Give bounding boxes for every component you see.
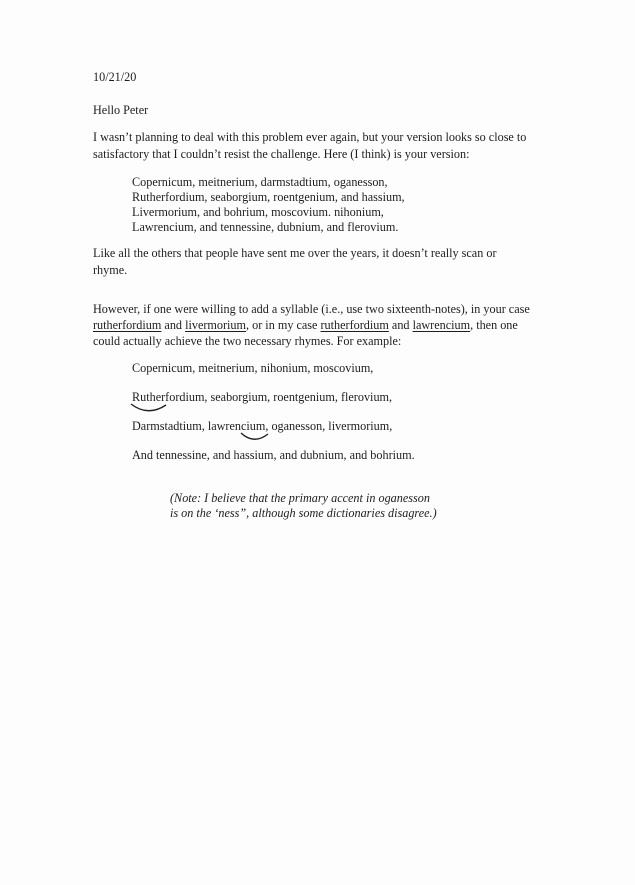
- peter-version-line: Rutherfordium, seaborgium, roentgenium, and hassium,: [132, 190, 405, 204]
- greeting: Hello Peter: [93, 103, 149, 117]
- text-fragment: , then one: [470, 318, 518, 332]
- text-fragment: , or in my case: [246, 318, 321, 332]
- scan-comment-paragraph: Like all the others that people have sent me over the years, it doesn’t really scan or rhyme.: [93, 246, 497, 277]
- peter-version-line: Copernicum, meitnerium, darmstadtium, oganesson,: [132, 175, 388, 189]
- however-line: However, if one were willing to add a syllable (i.e., use two sixteenth-notes), in your case: [93, 302, 530, 316]
- however-line: could actually achieve the two necessary rhymes. For example:: [93, 334, 402, 348]
- text-fragment: and: [161, 318, 186, 332]
- my-version-line: Rutherfordium, seaborgium, roentgenium, flerovium,: [132, 390, 393, 404]
- my-version-line: Darmstadtium, lawrencium, oganesson, livermorium,: [132, 419, 393, 433]
- peter-version-line: Lawrencium, and tennessine, dubnium, and flerovium.: [132, 220, 399, 234]
- text-fragment: and: [388, 318, 413, 332]
- stress-arc-mark: [128, 401, 170, 415]
- peter-version-line: Livermorium, and bohrium, moscovium. nihonium,: [132, 205, 384, 219]
- underlined-word: rutherfordium: [93, 318, 162, 332]
- stress-arc-mark: [238, 430, 272, 444]
- intro-paragraph: I wasn’t planning to deal with this problem ever again, but your version looks so close to satisfactory that I couldn’t resist the challenge. Here (I think) is your version:: [93, 130, 527, 161]
- note-line: is on the ‘ness”, although some dictionaries disagree.): [170, 506, 437, 520]
- underlined-word: livermorium: [185, 318, 247, 332]
- note-line: (Note: I believe that the primary accent in oganesson: [170, 491, 430, 505]
- letter-date: 10/21/20: [93, 70, 137, 84]
- underlined-word: rutherfordium: [320, 318, 389, 332]
- my-version-line: Copernicum, meitnerium, nihonium, moscovium,: [132, 361, 374, 375]
- my-version-line: And tennessine, and hassium, and dubnium, and bohrium.: [132, 448, 415, 462]
- underlined-word: lawrencium: [412, 318, 471, 332]
- however-line: [93, 318, 518, 333]
